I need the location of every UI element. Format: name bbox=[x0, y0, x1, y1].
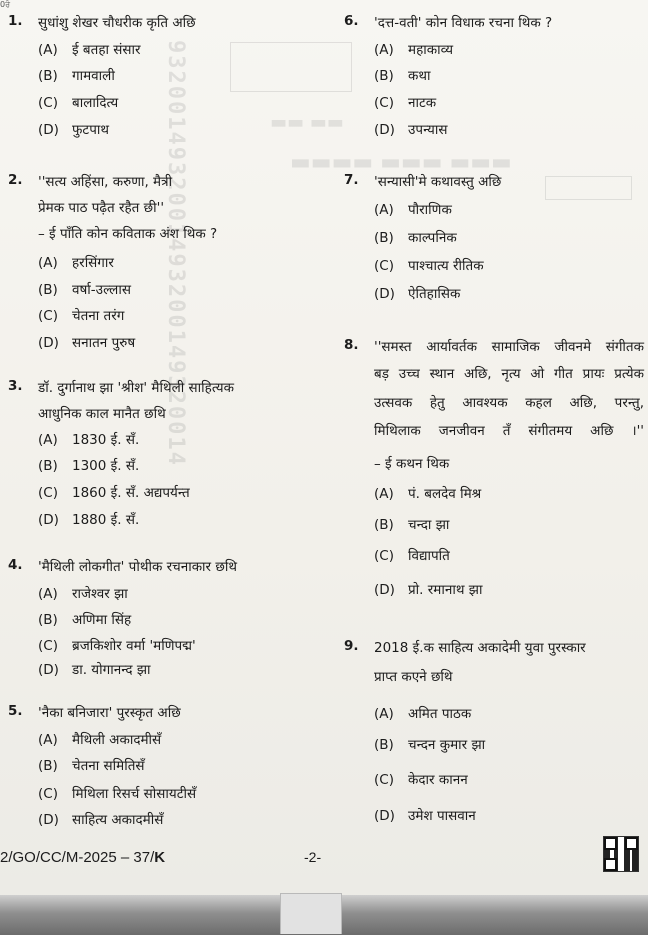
question-stem-line: 'नैका बनिजारा' पुरस्कृत अछि bbox=[38, 705, 181, 721]
answer-option bbox=[374, 580, 482, 600]
option-text: गामवाली bbox=[72, 68, 115, 84]
option-text: नाटक bbox=[408, 95, 437, 111]
option-text: प्रो. रमानाथ झा bbox=[408, 582, 483, 598]
answer-option bbox=[38, 40, 141, 60]
option-text: मिथिला रिसर्च सोसायटीसँ bbox=[72, 786, 197, 802]
answer-option bbox=[38, 584, 128, 604]
answer-option bbox=[38, 510, 139, 530]
option-label: (B) bbox=[38, 282, 58, 298]
answer-option bbox=[374, 256, 484, 276]
option-label: (D) bbox=[374, 122, 395, 138]
option-text: राजेश्वर झा bbox=[72, 586, 128, 602]
question-stem-line: ''समस्त आर्यावर्तक सामाजिक जीवनमे संगीतक bbox=[374, 339, 644, 355]
question-number: 4. bbox=[8, 557, 23, 573]
serial-watermark: 9320014932001493200149320014 bbox=[163, 40, 188, 467]
question-stem-line: मिथिलाक जनजीवन तँ संगीतमय अछि ।'' bbox=[374, 423, 644, 439]
option-text: उमेश पासवान bbox=[408, 808, 476, 824]
option-label: (B) bbox=[38, 758, 58, 774]
option-text: अमित पाठक bbox=[408, 706, 472, 722]
ghost-box bbox=[545, 176, 632, 200]
option-label: (C) bbox=[38, 308, 58, 324]
corner-mark: 0ਰੰ bbox=[0, 0, 11, 9]
answer-option bbox=[38, 280, 131, 300]
option-text: पं. बलदेव मिश्र bbox=[408, 486, 482, 502]
question-number: 1. bbox=[8, 13, 23, 29]
option-label: (C) bbox=[38, 485, 58, 501]
answer-option bbox=[374, 66, 431, 86]
option-text: साहित्य अकादमीसँ bbox=[72, 812, 164, 828]
question-stem-line: डॉ. दुर्गानाथ झा 'श्रीश' मैथिली साहित्यक bbox=[38, 380, 234, 396]
option-text: उपन्यास bbox=[408, 122, 448, 138]
option-label: (D) bbox=[38, 122, 59, 138]
question-number: 6. bbox=[344, 13, 359, 29]
question-stem-line: प्रेमक पाठ पढ़ैत रहैत छी'' bbox=[38, 200, 165, 216]
option-text: पौराणिक bbox=[408, 202, 452, 218]
answer-option bbox=[374, 484, 481, 504]
option-label: (C) bbox=[374, 772, 394, 788]
answer-option bbox=[38, 93, 118, 113]
option-label: (D) bbox=[38, 512, 59, 528]
question-stem-line: आधुनिक काल मानैत छथि bbox=[38, 406, 166, 422]
option-text: पाश्चात्य रीतिक bbox=[408, 258, 484, 274]
option-text: बालादित्य bbox=[72, 95, 119, 111]
option-label: (A) bbox=[38, 255, 58, 271]
paper-set-letter: K bbox=[154, 849, 166, 866]
answer-option bbox=[374, 546, 450, 566]
option-label: (A) bbox=[374, 42, 394, 58]
answer-option bbox=[374, 93, 436, 113]
question-number: 9. bbox=[344, 638, 359, 654]
option-text: वर्षा-उल्लास bbox=[72, 282, 131, 298]
option-text: मैथिली अकादमीसँ bbox=[72, 732, 162, 748]
option-text: चन्दा झा bbox=[408, 517, 450, 533]
question-stem-line: प्राप्त कएने छथि bbox=[374, 669, 453, 685]
answer-option bbox=[38, 120, 109, 140]
answer-option bbox=[38, 636, 196, 656]
answer-option bbox=[374, 284, 460, 304]
answer-option bbox=[374, 515, 449, 535]
answer-option bbox=[38, 333, 135, 353]
option-text: डा. योगानन्द झा bbox=[72, 662, 151, 678]
option-text: 1860 ई. सँ. अद्यपर्यन्त bbox=[72, 485, 190, 501]
option-text: केदार कानन bbox=[408, 772, 468, 788]
answer-option bbox=[38, 306, 124, 326]
answer-option bbox=[38, 730, 161, 750]
answer-option bbox=[38, 660, 151, 680]
option-text: विद्यापति bbox=[408, 548, 450, 564]
option-label: (A) bbox=[38, 432, 58, 448]
answer-option bbox=[374, 200, 452, 220]
option-text: हरसिंगार bbox=[72, 255, 114, 271]
option-label: (D) bbox=[38, 335, 59, 351]
option-text: 1880 ई. सँ. bbox=[72, 512, 140, 528]
option-text: चेतना समितिसँ bbox=[72, 758, 145, 774]
answer-option bbox=[38, 430, 139, 450]
option-label: (A) bbox=[374, 706, 394, 722]
option-label: (A) bbox=[38, 42, 58, 58]
question-number: 3. bbox=[8, 378, 23, 394]
question-number: 5. bbox=[8, 703, 23, 719]
option-text: अणिमा सिंह bbox=[72, 612, 132, 628]
option-label: (C) bbox=[38, 638, 58, 654]
answer-option bbox=[374, 120, 448, 140]
question-stem-line: 'मैथिली लोकगीत' पोथीक रचनाकार छथि bbox=[38, 559, 237, 575]
answer-option bbox=[374, 806, 476, 826]
answer-option bbox=[38, 756, 145, 776]
option-text: चेतना तरंग bbox=[72, 308, 125, 324]
answer-option bbox=[374, 704, 471, 724]
answer-option bbox=[374, 40, 453, 60]
answer-option bbox=[374, 770, 468, 790]
paper-code bbox=[0, 849, 165, 866]
question-number: 8. bbox=[344, 337, 359, 353]
answer-option bbox=[38, 253, 114, 273]
answer-option bbox=[38, 610, 131, 630]
option-text: महाकाव्य bbox=[408, 42, 454, 58]
option-label: (A) bbox=[38, 586, 58, 602]
question-number: 7. bbox=[344, 172, 359, 188]
option-label: (D) bbox=[374, 582, 395, 598]
option-label: (C) bbox=[374, 258, 394, 274]
question-stem-line: – ई कथन थिक bbox=[374, 456, 450, 472]
option-label: (B) bbox=[374, 230, 394, 246]
option-text: ई बतहा संसार bbox=[72, 42, 141, 58]
option-label: (A) bbox=[38, 732, 58, 748]
question-stem-line: 'सन्यासी'मे कथावस्तु अछि bbox=[374, 174, 502, 190]
option-text: 1300 ई. सँ. bbox=[72, 458, 140, 474]
option-text: ब्रजकिशोर वर्मा 'मणिपद्म' bbox=[72, 638, 196, 654]
question-stem-line: 2018 ई.क साहित्य अकादेमी युवा पुरस्कार bbox=[374, 640, 586, 656]
option-label: (C) bbox=[38, 95, 58, 111]
option-label: (D) bbox=[38, 812, 59, 828]
answer-option bbox=[374, 735, 485, 755]
option-text: चन्दन कुमार झा bbox=[408, 737, 486, 753]
question-stem-line: 'दत्त-वती' कोन विधाक रचना थिक ? bbox=[374, 15, 553, 31]
option-label: (B) bbox=[38, 68, 58, 84]
answer-option bbox=[38, 483, 190, 503]
ghost-box bbox=[230, 42, 352, 92]
question-stem-line: बड़ उच्च स्थान अछि, नृत्य ओ गीत प्रायः प्रत्येक bbox=[374, 366, 644, 382]
option-text: कथा bbox=[408, 68, 431, 84]
option-label: (B) bbox=[38, 612, 58, 628]
option-label: (D) bbox=[38, 662, 59, 678]
question-number: 2. bbox=[8, 172, 23, 188]
option-text: फुटपाथ bbox=[72, 122, 110, 138]
option-text: ऐतिहासिक bbox=[408, 286, 461, 302]
option-label: (B) bbox=[374, 737, 394, 753]
option-label: (A) bbox=[374, 486, 394, 502]
question-stem-line: सुधांशु शेखर चौधरीक कृति अछि bbox=[38, 15, 196, 31]
qr-code-icon bbox=[604, 837, 638, 871]
option-text: 1830 ई. सँ. bbox=[72, 432, 140, 448]
option-label: (B) bbox=[374, 517, 394, 533]
question-stem-line: उत्सवक हेतु आवश्यक कहल अछि, परन्तु, bbox=[374, 395, 644, 411]
answer-option bbox=[38, 66, 115, 86]
answer-option bbox=[374, 228, 457, 248]
paper-code-text: 2/GO/CC/M-2025 – 37/ bbox=[0, 849, 155, 866]
option-label: (B) bbox=[38, 458, 58, 474]
page-number: -2- bbox=[304, 849, 322, 865]
option-label: (C) bbox=[374, 95, 394, 111]
question-stem-line: – ई पाँति कोन कविताक अंश थिक ? bbox=[38, 226, 218, 242]
option-label: (C) bbox=[374, 548, 394, 564]
option-label: (D) bbox=[374, 286, 395, 302]
option-text: काल्पनिक bbox=[408, 230, 457, 246]
question-stem-line: ''सत्य अहिंसा, करुणा, मैत्री bbox=[38, 174, 173, 190]
option-text: सनातन पुरुष bbox=[72, 335, 136, 351]
option-label: (B) bbox=[374, 68, 394, 84]
option-label: (D) bbox=[374, 808, 395, 824]
page-tab bbox=[280, 893, 342, 934]
answer-option bbox=[38, 784, 196, 804]
answer-option bbox=[38, 456, 139, 476]
option-label: (A) bbox=[374, 202, 394, 218]
option-label: (C) bbox=[38, 786, 58, 802]
answer-option bbox=[38, 810, 163, 830]
